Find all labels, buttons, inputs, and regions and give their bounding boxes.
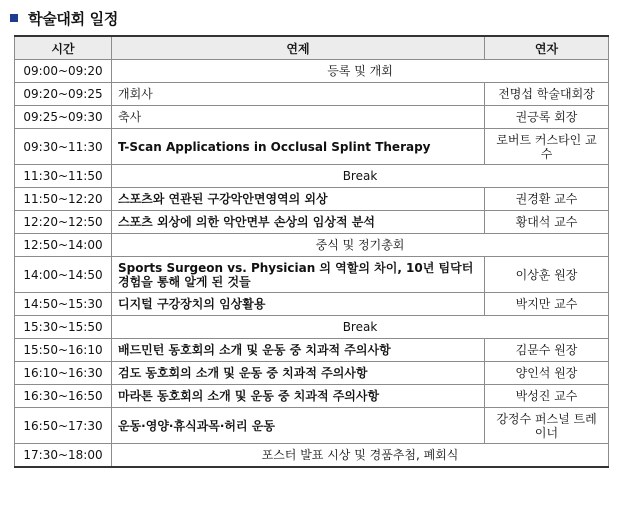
table-row bbox=[15, 211, 609, 234]
session-cell: 중식 및 정기총회 bbox=[112, 234, 609, 257]
time-cell: 11:50~12:20 bbox=[15, 188, 112, 211]
table-row bbox=[15, 408, 609, 444]
speaker-cell: 전명섭 학술대회장 bbox=[485, 83, 609, 106]
speaker-cell: 강정수 퍼스널 트레이너 bbox=[485, 408, 609, 444]
topic-cell: 스포츠와 연관된 구강악안면영역의 외상 bbox=[112, 188, 485, 211]
speaker-cell: 로버트 커스타인 교수 bbox=[485, 129, 609, 165]
time-cell: 09:20~09:25 bbox=[15, 83, 112, 106]
table-row bbox=[15, 385, 609, 408]
speaker-cell: 양인석 원장 bbox=[485, 362, 609, 385]
time-cell: 11:30~11:50 bbox=[15, 165, 112, 188]
time-cell: 12:50~14:00 bbox=[15, 234, 112, 257]
time-cell: 09:30~11:30 bbox=[15, 129, 112, 165]
topic-cell: T-Scan Applications in Occlusal Splint Therapy bbox=[112, 129, 485, 165]
square-bullet-icon bbox=[10, 14, 18, 22]
speaker-cell: 박성진 교수 bbox=[485, 385, 609, 408]
topic-cell: 운동·영양·휴식과목·허리 운동 bbox=[112, 408, 485, 444]
topic-cell: 스포츠 외상에 의한 악안면부 손상의 임상적 분석 bbox=[112, 211, 485, 234]
time-cell: 15:30~15:50 bbox=[15, 316, 112, 339]
speaker-cell: 권경환 교수 bbox=[485, 188, 609, 211]
topic-cell: 디지털 구강장치의 임상활용 bbox=[112, 293, 485, 316]
table-row bbox=[15, 83, 609, 106]
session-cell: Break bbox=[112, 165, 609, 188]
schedule-body bbox=[15, 60, 609, 468]
topic-cell: Sports Surgeon vs. Physician 의 역할의 차이, 10년 팀닥터 경험을 통해 알게 된 것들 bbox=[112, 257, 485, 293]
speaker-cell: 권긍록 회장 bbox=[485, 106, 609, 129]
table-row bbox=[15, 165, 609, 188]
speaker-cell: 김문수 원장 bbox=[485, 339, 609, 362]
header-topic: 연제 bbox=[112, 36, 485, 60]
time-cell: 12:20~12:50 bbox=[15, 211, 112, 234]
header-time: 시간 bbox=[15, 36, 112, 60]
time-cell: 14:50~15:30 bbox=[15, 293, 112, 316]
table-row bbox=[15, 316, 609, 339]
header-speaker: 연자 bbox=[485, 36, 609, 60]
table-row bbox=[15, 362, 609, 385]
table-row bbox=[15, 106, 609, 129]
table-header-row bbox=[15, 36, 609, 60]
page-title: 학술대회 일정 bbox=[28, 9, 119, 28]
topic-cell: 마라톤 동호회의 소개 및 운동 중 치과적 주의사항 bbox=[112, 385, 485, 408]
section-title bbox=[10, 6, 118, 30]
table-row bbox=[15, 129, 609, 165]
time-cell: 09:25~09:30 bbox=[15, 106, 112, 129]
speaker-cell: 박지만 교수 bbox=[485, 293, 609, 316]
table-row bbox=[15, 293, 609, 316]
time-cell: 16:30~16:50 bbox=[15, 385, 112, 408]
time-cell: 14:00~14:50 bbox=[15, 257, 112, 293]
session-cell: 등록 및 개회 bbox=[112, 60, 609, 83]
time-cell: 15:50~16:10 bbox=[15, 339, 112, 362]
topic-cell: 검도 동호회의 소개 및 운동 중 치과적 주의사항 bbox=[112, 362, 485, 385]
speaker-cell: 황대석 교수 bbox=[485, 211, 609, 234]
schedule-table bbox=[14, 35, 609, 468]
time-cell: 16:10~16:30 bbox=[15, 362, 112, 385]
session-cell: Break bbox=[112, 316, 609, 339]
topic-cell: 배드민턴 동호회의 소개 및 운동 중 치과적 주의사항 bbox=[112, 339, 485, 362]
topic-cell: 개회사 bbox=[112, 83, 485, 106]
table-row bbox=[15, 234, 609, 257]
table-row bbox=[15, 60, 609, 83]
table-row bbox=[15, 188, 609, 211]
session-cell: 포스터 발표 시상 및 경품추첨, 폐회식 bbox=[112, 444, 609, 468]
time-cell: 17:30~18:00 bbox=[15, 444, 112, 468]
table-row bbox=[15, 339, 609, 362]
table-row bbox=[15, 257, 609, 293]
topic-cell: 축사 bbox=[112, 106, 485, 129]
table-row bbox=[15, 444, 609, 468]
time-cell: 09:00~09:20 bbox=[15, 60, 112, 83]
time-cell: 16:50~17:30 bbox=[15, 408, 112, 444]
speaker-cell: 이상훈 원장 bbox=[485, 257, 609, 293]
